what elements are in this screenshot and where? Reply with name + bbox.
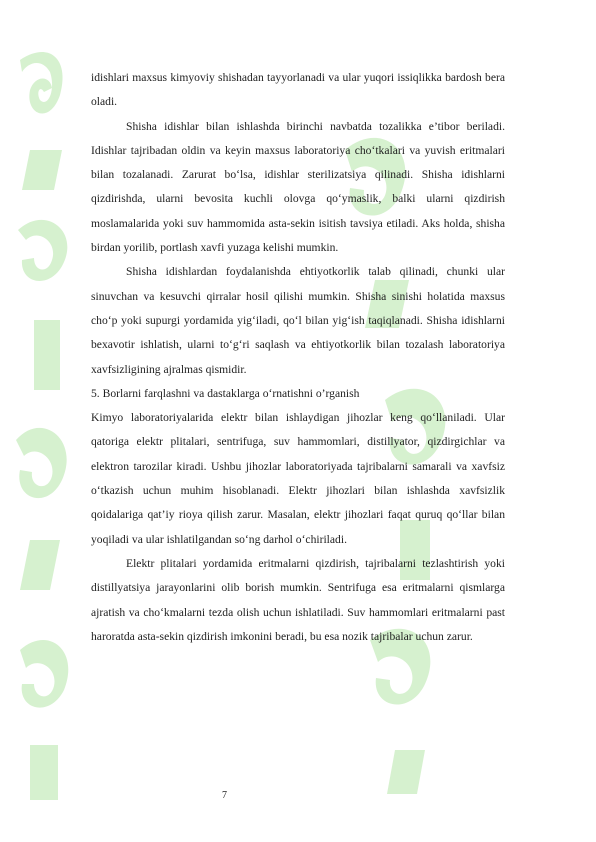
page-number: 7	[222, 790, 227, 801]
paragraph-electric-equipment: Kimyo laboratoriyalarida elektr bilan ishlaydigan jihozlar keng qo‘llaniladi. Ular qatoriga elektr plitalari, sentrifuga, suv hammomlari, distillyator, qizdirgichlar va elektron tarozilar kiradi. Ushbu jihozlar laboratoriyada tajribalarni samarali va xavfsiz o‘tkazish uchun muhim hisoblanadi. Elektr jihozlari bilan ishlashda xavfsizlik qoidalariga qat’iy rioya qilish zarur. Masalan, elektr jihozlari faqat quruq qo‘llar bilan yoqiladi va ular ishlatilgandan so‘ng darhol o‘chiriladi.	[91, 411, 505, 546]
paragraph-continuation: idishlari maxsus kimyoviy shishadan tayyorlanadi va ular yuqori issiqlikka bardosh bera oladi.	[91, 71, 505, 109]
body-text	[91, 66, 505, 649]
paragraph-glassware-cleaning: Shisha idishlar bilan ishlashda birinchi navbatda tozalikka e’tibor beriladi. Idishlar tajribadan oldin va keyin maxsus laboratoriya cho‘tkalari va yuvish eritmalari bilan tozalanadi. Zarurat bo‘lsa, idishlar sterilizatsiya qilinadi. Shisha idishlarni qizdirishda, ularni bevosita kuchli olovga qo‘ymaslik, balki ularni qizdirish moslamalarida yoki suv hammomida asta-sekin isitish tavsiya etiladi. Aks holda, shisha birdan yorilib, portlash xavfi yuzaga kelishi mumkin.	[91, 119, 505, 255]
paragraph-glassware-safety: Shisha idishlardan foydalanishda ehtiyotkorlik talab qilinadi, chunki ular sinuvchan va kesuvchi qirralar hosil qilishi mumkin. Shisha sinishi holatida maxsus cho‘p yoki supurgi yordamida yig‘iladi, qo‘l bilan yig‘ish taqiqlanadi. Shisha idishlarni bexavotir ishlatish, ularni to‘g‘ri saqlash va ehtiyotkorlik bilan tozalash laboratoriya xavfsizligining ajralmas qismidir.	[91, 265, 505, 376]
section-heading: 5. Borlarni farqlashni va dastaklarga o‘rnatishni o’rganish	[91, 386, 360, 400]
paragraph-electric-uses: Elektr plitalari yordamida eritmalarni qizdirish, tajribalarni tezlashtirish yoki distillyatsiya jarayonlarini olib borish mumkin. Sentrifuga esa eritmalarni qismlarga ajratish va cho‘kmalarni tezda olish uchun ishlatiladi. Suv hammomlari eritmalarni past haroratda asta-sekin qizdirish imkonini beradi, bu esa nozik tajribalar uchun zarur.	[91, 556, 505, 643]
